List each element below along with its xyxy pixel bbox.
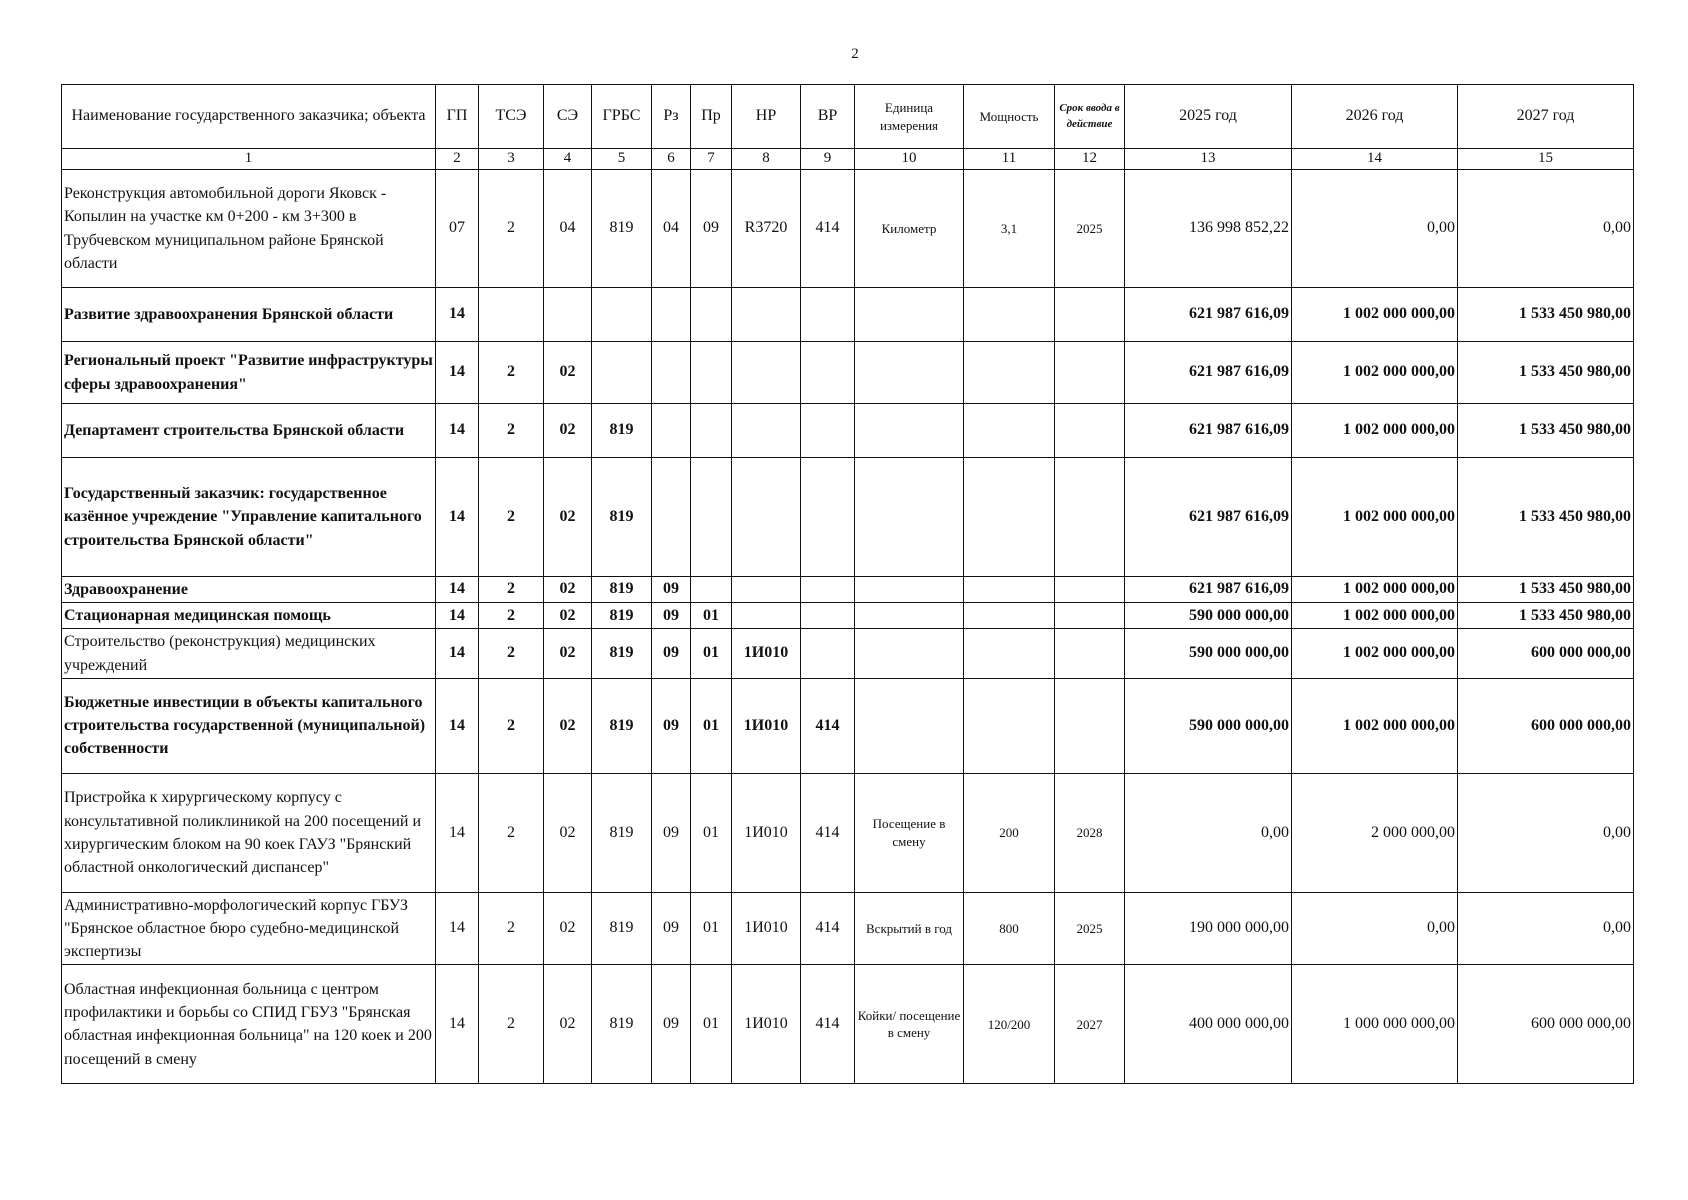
cell-2027: 1 533 450 980,00: [1458, 577, 1634, 603]
column-number: 5: [592, 149, 652, 170]
cell-unit: Километр: [855, 170, 964, 288]
table-row: [62, 603, 1634, 629]
cell-nr: 1И010: [732, 629, 801, 678]
cell-grbs: [592, 342, 652, 404]
header-se: СЭ: [544, 85, 592, 149]
cell-vr: [801, 342, 855, 404]
table-row: [62, 773, 1634, 892]
cell-capacity: [964, 342, 1055, 404]
cell-pr: [691, 342, 732, 404]
cell-vr: 414: [801, 965, 855, 1084]
cell-2027: 600 000 000,00: [1458, 678, 1634, 773]
column-number: 2: [436, 149, 479, 170]
header-tse: ТСЭ: [479, 85, 544, 149]
cell-unit: Вскрытий в год: [855, 892, 964, 965]
cell-gp: 07: [436, 170, 479, 288]
cell-pr: 09: [691, 170, 732, 288]
cell-nr: [732, 288, 801, 342]
cell-rz: [652, 288, 691, 342]
cell-2025: 621 987 616,09: [1125, 404, 1292, 458]
cell-2026: 1 002 000 000,00: [1292, 577, 1458, 603]
cell-2027: 1 533 450 980,00: [1458, 288, 1634, 342]
column-number: 13: [1125, 149, 1292, 170]
cell-grbs: 819: [592, 678, 652, 773]
cell-tse: 2: [479, 458, 544, 577]
cell-gp: 14: [436, 678, 479, 773]
cell-2027: 1 533 450 980,00: [1458, 342, 1634, 404]
row-name: Бюджетные инвестиции в объекты капитального строительства государственной (муниципальной) собственности: [62, 678, 436, 773]
column-number: 1: [62, 149, 436, 170]
cell-grbs: 819: [592, 965, 652, 1084]
cell-nr: 1И010: [732, 678, 801, 773]
cell-vr: [801, 629, 855, 678]
header-gp: ГП: [436, 85, 479, 149]
row-name: Развитие здравоохранения Брянской области: [62, 288, 436, 342]
cell-2027: 0,00: [1458, 773, 1634, 892]
cell-tse: 2: [479, 678, 544, 773]
row-name: Государственный заказчик: государственное казённое учреждение "Управление капитального строительства Брянской области": [62, 458, 436, 577]
cell-pr: [691, 458, 732, 577]
cell-vr: 414: [801, 170, 855, 288]
cell-pr: [691, 288, 732, 342]
cell-capacity: [964, 577, 1055, 603]
cell-gp: 14: [436, 288, 479, 342]
header-grbs: ГРБС: [592, 85, 652, 149]
row-name: Департамент строительства Брянской области: [62, 404, 436, 458]
cell-2026: 1 002 000 000,00: [1292, 603, 1458, 629]
cell-2025: 190 000 000,00: [1125, 892, 1292, 965]
table-row: [62, 892, 1634, 965]
cell-se: 04: [544, 170, 592, 288]
cell-term: 2025: [1055, 892, 1125, 965]
cell-rz: [652, 458, 691, 577]
cell-2025: 621 987 616,09: [1125, 577, 1292, 603]
column-number-row: [62, 149, 1634, 170]
table-row: [62, 965, 1634, 1084]
cell-nr: 1И010: [732, 965, 801, 1084]
cell-gp: 14: [436, 965, 479, 1084]
cell-unit: [855, 629, 964, 678]
cell-tse: 2: [479, 170, 544, 288]
cell-grbs: 819: [592, 458, 652, 577]
row-name: Здравоохранение: [62, 577, 436, 603]
header-vr: ВР: [801, 85, 855, 149]
cell-gp: 14: [436, 458, 479, 577]
cell-2025: 0,00: [1125, 773, 1292, 892]
cell-se: 02: [544, 404, 592, 458]
cell-rz: 09: [652, 892, 691, 965]
cell-nr: R3720: [732, 170, 801, 288]
cell-2027: 0,00: [1458, 170, 1634, 288]
header-2025: 2025 год: [1125, 85, 1292, 149]
cell-pr: [691, 577, 732, 603]
cell-se: 02: [544, 892, 592, 965]
cell-capacity: [964, 678, 1055, 773]
table-row: [62, 170, 1634, 288]
table-row: [62, 577, 1634, 603]
cell-se: 02: [544, 678, 592, 773]
cell-pr: 01: [691, 892, 732, 965]
budget-table: [61, 84, 1634, 1084]
row-name: Стационарная медицинская помощь: [62, 603, 436, 629]
cell-2026: 0,00: [1292, 892, 1458, 965]
cell-capacity: [964, 603, 1055, 629]
cell-vr: [801, 288, 855, 342]
cell-capacity: [964, 458, 1055, 577]
cell-tse: 2: [479, 965, 544, 1084]
table-row: [62, 629, 1634, 678]
cell-vr: [801, 577, 855, 603]
header-nr: НР: [732, 85, 801, 149]
cell-2025: 136 998 852,22: [1125, 170, 1292, 288]
cell-2027: 600 000 000,00: [1458, 965, 1634, 1084]
table-row: [62, 342, 1634, 404]
page-number: 2: [851, 46, 859, 62]
cell-2027: 600 000 000,00: [1458, 629, 1634, 678]
cell-grbs: 819: [592, 603, 652, 629]
table-row: [62, 678, 1634, 773]
row-name: Областная инфекционная больница с центром профилактики и борьбы со СПИД ГБУЗ "Брянская областная инфекционная больница" на 120 коек и 200 посещений в смену: [62, 965, 436, 1084]
cell-vr: 414: [801, 773, 855, 892]
cell-2026: 1 000 000 000,00: [1292, 965, 1458, 1084]
column-number: 9: [801, 149, 855, 170]
cell-tse: 2: [479, 629, 544, 678]
cell-nr: [732, 603, 801, 629]
cell-grbs: 819: [592, 170, 652, 288]
cell-unit: [855, 603, 964, 629]
cell-2026: 1 002 000 000,00: [1292, 629, 1458, 678]
cell-term: [1055, 603, 1125, 629]
cell-capacity: 3,1: [964, 170, 1055, 288]
header-term: Срок ввода в действие: [1055, 85, 1125, 149]
cell-gp: 14: [436, 603, 479, 629]
cell-nr: 1И010: [732, 892, 801, 965]
cell-nr: [732, 404, 801, 458]
cell-term: [1055, 404, 1125, 458]
cell-nr: 1И010: [732, 773, 801, 892]
row-name: Региональный проект "Развитие инфраструктуры сферы здравоохранения": [62, 342, 436, 404]
column-number: 15: [1458, 149, 1634, 170]
cell-grbs: 819: [592, 892, 652, 965]
cell-2027: 0,00: [1458, 892, 1634, 965]
cell-2026: 1 002 000 000,00: [1292, 404, 1458, 458]
column-number: 6: [652, 149, 691, 170]
cell-pr: 01: [691, 678, 732, 773]
cell-vr: [801, 603, 855, 629]
cell-tse: [479, 288, 544, 342]
cell-rz: 09: [652, 577, 691, 603]
cell-rz: 09: [652, 603, 691, 629]
cell-unit: Койки/ посещение в смену: [855, 965, 964, 1084]
cell-gp: 14: [436, 342, 479, 404]
cell-term: [1055, 577, 1125, 603]
cell-gp: 14: [436, 892, 479, 965]
header-name: Наименование государственного заказчика; объекта: [62, 85, 436, 149]
cell-pr: [691, 404, 732, 458]
column-number: 12: [1055, 149, 1125, 170]
cell-unit: [855, 342, 964, 404]
header-2026: 2026 год: [1292, 85, 1458, 149]
cell-capacity: [964, 404, 1055, 458]
cell-2026: 1 002 000 000,00: [1292, 288, 1458, 342]
cell-2025: 590 000 000,00: [1125, 603, 1292, 629]
column-number: 8: [732, 149, 801, 170]
cell-unit: [855, 404, 964, 458]
cell-term: [1055, 288, 1125, 342]
cell-2025: 590 000 000,00: [1125, 678, 1292, 773]
cell-pr: 01: [691, 629, 732, 678]
cell-capacity: [964, 629, 1055, 678]
cell-2026: 1 002 000 000,00: [1292, 678, 1458, 773]
cell-se: [544, 288, 592, 342]
cell-tse: 2: [479, 342, 544, 404]
cell-se: 02: [544, 458, 592, 577]
cell-2025: 621 987 616,09: [1125, 288, 1292, 342]
column-number: 10: [855, 149, 964, 170]
cell-grbs: [592, 288, 652, 342]
table-row: [62, 288, 1634, 342]
table-row: [62, 404, 1634, 458]
cell-unit: [855, 288, 964, 342]
row-name: Административно-морфологический корпус ГБУЗ "Брянское областное бюро судебно-медицинской экспертизы: [62, 892, 436, 965]
cell-tse: 2: [479, 603, 544, 629]
column-number: 3: [479, 149, 544, 170]
cell-rz: [652, 342, 691, 404]
cell-grbs: 819: [592, 577, 652, 603]
row-name: Строительство (реконструкция) медицинских учреждений: [62, 629, 436, 678]
cell-gp: 14: [436, 577, 479, 603]
cell-term: [1055, 342, 1125, 404]
cell-gp: 14: [436, 773, 479, 892]
cell-pr: 01: [691, 603, 732, 629]
header-capacity: Мощность: [964, 85, 1055, 149]
cell-rz: 09: [652, 965, 691, 1084]
cell-pr: 01: [691, 965, 732, 1084]
cell-se: 02: [544, 577, 592, 603]
cell-term: [1055, 458, 1125, 577]
cell-pr: 01: [691, 773, 732, 892]
cell-2025: 400 000 000,00: [1125, 965, 1292, 1084]
cell-unit: [855, 458, 964, 577]
cell-tse: 2: [479, 577, 544, 603]
cell-grbs: 819: [592, 629, 652, 678]
cell-vr: [801, 458, 855, 577]
cell-2027: 1 533 450 980,00: [1458, 603, 1634, 629]
cell-2025: 621 987 616,09: [1125, 342, 1292, 404]
cell-2025: 621 987 616,09: [1125, 458, 1292, 577]
column-number: 11: [964, 149, 1055, 170]
row-name: Пристройка к хирургическому корпусу с консультативной поликлиникой на 200 посещений и хирургическим блоком на 90 коек ГАУЗ "Брянский областной онкологический диспансер": [62, 773, 436, 892]
row-name: Реконструкция автомобильной дороги Яковск - Копылин на участке км 0+200 - км 3+300 в Трубчевском муниципальном районе Брянской области: [62, 170, 436, 288]
cell-capacity: 200: [964, 773, 1055, 892]
cell-gp: 14: [436, 404, 479, 458]
cell-term: 2025: [1055, 170, 1125, 288]
cell-term: 2028: [1055, 773, 1125, 892]
cell-grbs: 819: [592, 773, 652, 892]
header-rz: Рз: [652, 85, 691, 149]
header-row: [62, 85, 1634, 149]
cell-tse: 2: [479, 773, 544, 892]
cell-grbs: 819: [592, 404, 652, 458]
cell-nr: [732, 577, 801, 603]
cell-2026: 1 002 000 000,00: [1292, 458, 1458, 577]
cell-se: 02: [544, 773, 592, 892]
cell-tse: 2: [479, 404, 544, 458]
cell-unit: [855, 577, 964, 603]
cell-term: 2027: [1055, 965, 1125, 1084]
cell-2027: 1 533 450 980,00: [1458, 404, 1634, 458]
header-pr: Пр: [691, 85, 732, 149]
cell-unit: Посещение в смену: [855, 773, 964, 892]
cell-term: [1055, 678, 1125, 773]
header-unit: Единица измерения: [855, 85, 964, 149]
cell-rz: 09: [652, 629, 691, 678]
cell-2026: 0,00: [1292, 170, 1458, 288]
cell-capacity: 120/200: [964, 965, 1055, 1084]
header-2027: 2027 год: [1458, 85, 1634, 149]
cell-rz: [652, 404, 691, 458]
cell-se: 02: [544, 629, 592, 678]
cell-rz: 09: [652, 678, 691, 773]
cell-se: 02: [544, 342, 592, 404]
cell-2026: 1 002 000 000,00: [1292, 342, 1458, 404]
cell-vr: [801, 404, 855, 458]
column-number: 14: [1292, 149, 1458, 170]
cell-2025: 590 000 000,00: [1125, 629, 1292, 678]
column-number: 4: [544, 149, 592, 170]
cell-vr: 414: [801, 678, 855, 773]
cell-capacity: 800: [964, 892, 1055, 965]
cell-2026: 2 000 000,00: [1292, 773, 1458, 892]
cell-capacity: [964, 288, 1055, 342]
cell-gp: 14: [436, 629, 479, 678]
cell-unit: [855, 678, 964, 773]
cell-rz: 09: [652, 773, 691, 892]
cell-nr: [732, 342, 801, 404]
cell-rz: 04: [652, 170, 691, 288]
column-number: 7: [691, 149, 732, 170]
cell-nr: [732, 458, 801, 577]
cell-se: 02: [544, 965, 592, 1084]
cell-term: [1055, 629, 1125, 678]
cell-se: 02: [544, 603, 592, 629]
cell-vr: 414: [801, 892, 855, 965]
cell-tse: 2: [479, 892, 544, 965]
table-row: [62, 458, 1634, 577]
cell-2027: 1 533 450 980,00: [1458, 458, 1634, 577]
